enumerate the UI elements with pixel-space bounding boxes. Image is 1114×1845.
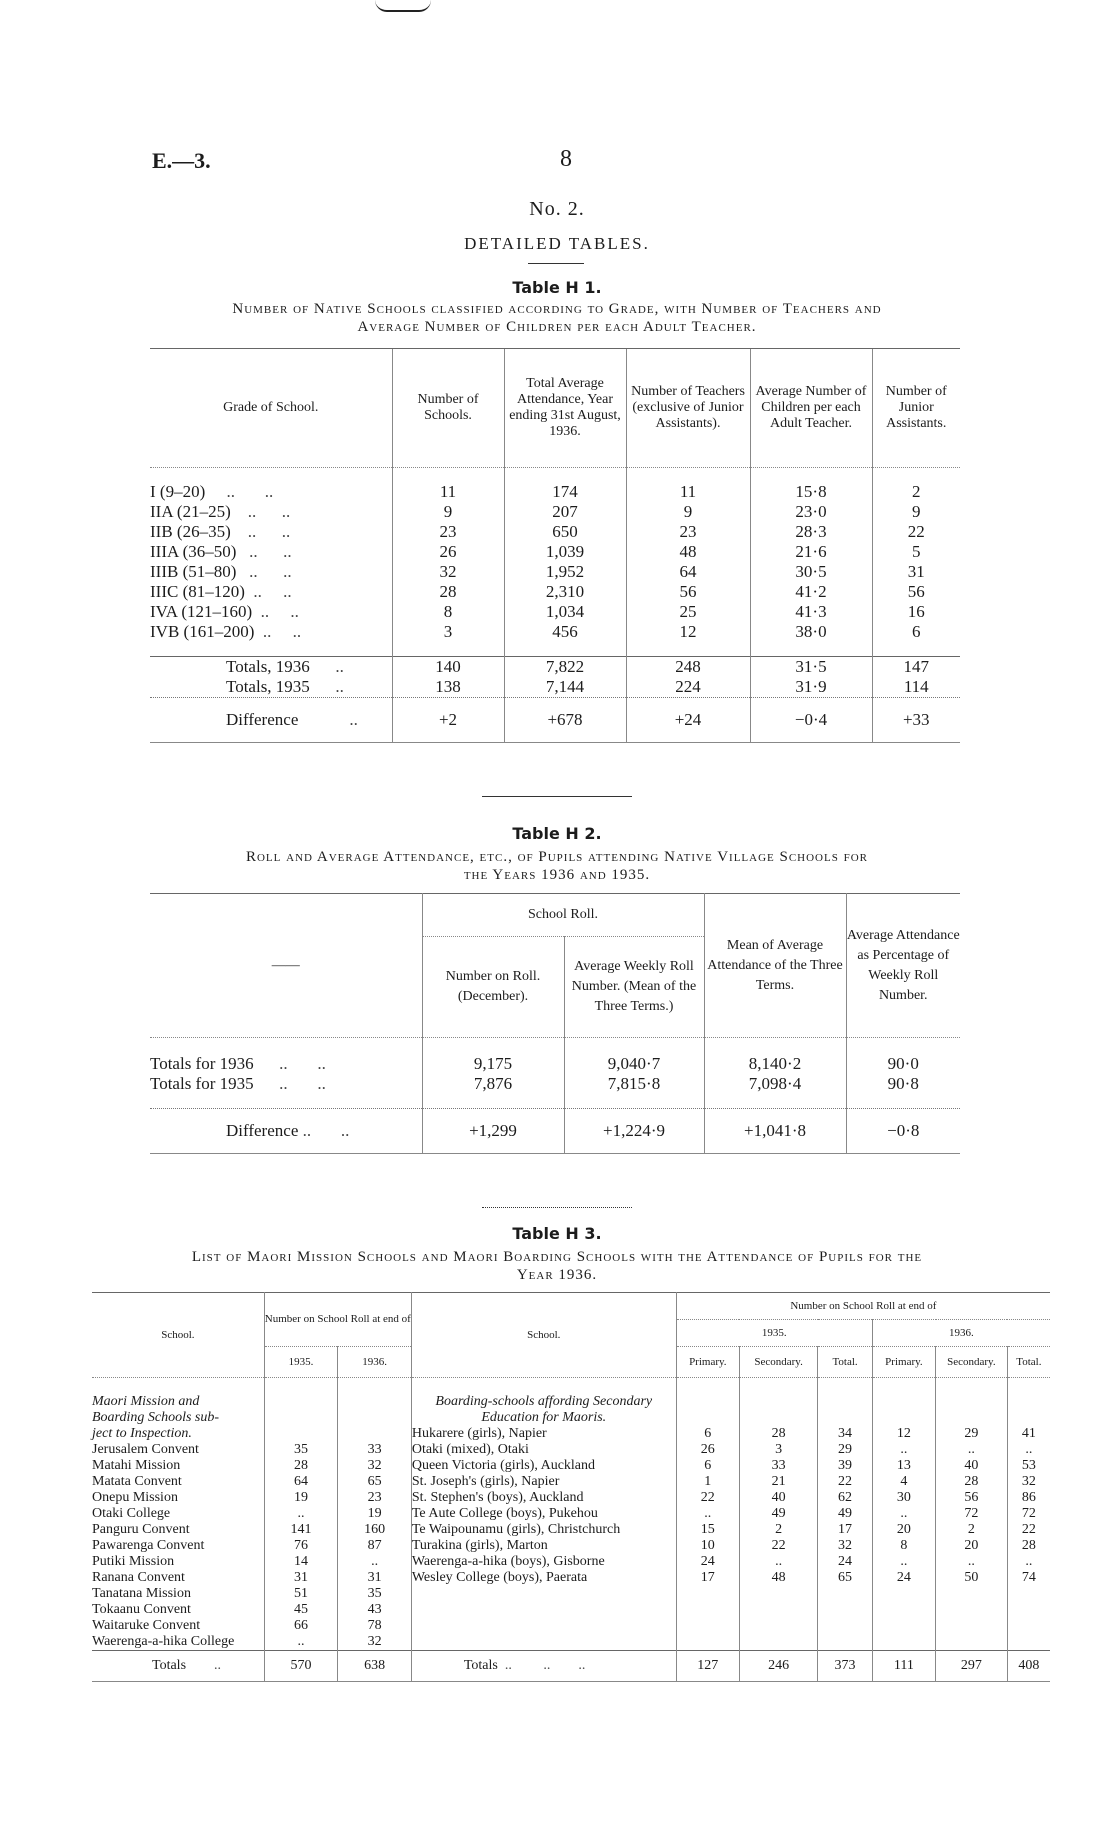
table-row: Waerenga-a-hika College .. 32	[92, 1634, 1050, 1651]
section-divider	[482, 796, 632, 797]
table-h1-title: Table H 1.	[512, 278, 602, 297]
totals-row: Totals, 1936 .. 140 7,822 248 31·5 147	[150, 657, 960, 678]
top-bracket-mark	[375, 0, 431, 12]
title-divider	[528, 263, 584, 264]
table-row: Panguru Convent 141 160 Te Waipounamu (girls), Christchurch 15 2 17 20 2 22	[92, 1522, 1050, 1538]
table-h1-caption-line2: Average Number of Children per each Adult Teacher.	[357, 319, 757, 335]
school-roll-group-header: School Roll.	[422, 894, 704, 937]
col-header: Number of Junior Assistants.	[872, 349, 960, 468]
table-h2-title: Table H 2.	[512, 824, 602, 843]
col-header-1935: 1935.	[676, 1320, 872, 1347]
col-header-primary: Primary.	[676, 1347, 739, 1378]
col-header: Mean of Average Attendance of the Three Terms.	[704, 894, 846, 1038]
table-row: IIIC (81–120) .. .. 28 2,310 56 41·2 56	[150, 582, 960, 602]
col-header-secondary: Secondary.	[739, 1347, 817, 1378]
table-row: IIA (21–25) .. .. 9 207 9 23·0 9	[150, 502, 960, 522]
left-section-heading: Maori Mission and	[92, 1394, 200, 1409]
table-row: Totals for 1935 .. .. 7,876 7,815·8 7,098·4 90·8	[150, 1074, 960, 1109]
col-header: Number of Teachers (exclusive of Junior Assistants).	[626, 349, 750, 468]
table-row: Tanatana Mission 51 35	[92, 1586, 1050, 1602]
col-header: Total Average Attendance, Year ending 31st August, 1936.	[504, 349, 626, 468]
table-h1	[150, 348, 960, 743]
table-row: Onepu Mission 19 23 St. Stephen's (boys), Auckland 22 40 62 30 56 86	[92, 1490, 1050, 1506]
table-row: IIIA (36–50) .. .. 26 1,039 48 21·6 5	[150, 542, 960, 562]
section-number: No. 2.	[529, 198, 585, 220]
col-header-1936: 1936.	[872, 1320, 1050, 1347]
table-row: Tokaanu Convent 45 43	[92, 1602, 1050, 1618]
col-header-total: Total.	[1007, 1347, 1050, 1378]
table-h2-caption-line1: Roll and Average Attendance, etc., of Pupils attending Native Village Schools for	[245, 849, 868, 865]
table-row: Matata Convent 64 65 St. Joseph's (girls), Napier 1 21 22 4 28 32	[92, 1474, 1050, 1490]
col-header-secondary: Secondary.	[936, 1347, 1008, 1378]
difference-row: Difference .. .. +1,299 +1,224·9 +1,041·8 −0·8	[150, 1109, 960, 1154]
col-header: Grade of School.	[150, 349, 392, 468]
col-header: Number of Schools.	[392, 349, 504, 468]
table-row: IIB (26–35) .. .. 23 650 23 28·3 22	[150, 522, 960, 542]
page-number: 8	[560, 146, 572, 172]
col-header-primary: Primary.	[872, 1347, 935, 1378]
blank-header: ——	[271, 957, 300, 973]
table-h2-caption-line2: the Years 1936 and 1935.	[463, 867, 651, 883]
left-section-heading: Boarding Schools sub-	[92, 1410, 220, 1425]
col-header: Average Number of Children per each Adult Teacher.	[750, 349, 872, 468]
table-row: Putiki Mission 14 .. Waerenga-a-hika (boys), Gisborne 24 .. 24 .. .. ..	[92, 1554, 1050, 1570]
table-h2	[150, 893, 960, 1154]
table-row: IIIB (51–80) .. .. 32 1,952 64 30·5 31	[150, 562, 960, 582]
document-reference: E.—3.	[152, 148, 211, 173]
table-row: Waitaruke Convent 66 78	[92, 1618, 1050, 1634]
col-header-roll-full: Number on School Roll at end of	[676, 1293, 1050, 1320]
col-header: Average Attendance as Percentage of Weekly Roll Number.	[846, 894, 960, 1038]
right-section-heading: Boarding-schools affording Secondary	[411, 1394, 676, 1410]
table-row: I (9–20) .. .. 11 174 11 15·8 2	[150, 482, 960, 502]
section-divider	[482, 1207, 632, 1208]
table-row: IVA (121–160) .. .. 8 1,034 25 41·3 16	[150, 602, 960, 622]
col-header-1936: 1936.	[338, 1347, 412, 1378]
table-row: ject to Inspection. Hukarere (girls), Napier 6 28 34 12 29 41	[92, 1426, 1050, 1442]
right-section-heading: Education for Maoris.	[411, 1410, 676, 1426]
table-h1-caption-line1: Number of Native Schools classified according to Grade, with Number of Teachers and	[232, 301, 882, 317]
table-row: Ranana Convent 31 31 Wesley College (boys), Paerata 17 48 65 24 50 74	[92, 1570, 1050, 1586]
section-title: DETAILED TABLES.	[464, 234, 650, 253]
table-row: Totals for 1936 .. .. 9,175 9,040·7 8,140·2 90·0	[150, 1038, 960, 1075]
table-row: IVB (161–200) .. .. 3 456 12 38·0 6	[150, 622, 960, 642]
totals-row: Totals, 1935 .. 138 7,144 224 31·9 114	[150, 677, 960, 698]
table-row: Matahi Mission 28 32 Queen Victoria (girls), Auckland 6 33 39 13 40 53	[92, 1458, 1050, 1474]
difference-row: Difference .. +2 +678 +24 −0·4 +33	[150, 698, 960, 743]
col-header-1935: 1935.	[264, 1347, 338, 1378]
table-h3-caption-line2: Year 1936.	[516, 1267, 598, 1283]
table-h3	[92, 1292, 1050, 1682]
table-row: Otaki College .. 19 Te Aute College (boys), Pukehou .. 49 49 .. 72 72	[92, 1506, 1050, 1522]
col-header: Number on Roll. (December).	[422, 937, 564, 1038]
col-header-school: School.	[161, 1328, 195, 1341]
col-header-roll: Number on School Roll at end of	[264, 1293, 411, 1347]
col-header: Average Weekly Roll Number. (Mean of the Three Terms.)	[564, 937, 704, 1038]
table-row: Pawarenga Convent 76 87 Turakina (girls), Marton 10 22 32 8 20 28	[92, 1538, 1050, 1554]
totals-row: Totals .. 570 638 Totals .. .. .. 127 246 373 111 297 408	[92, 1651, 1050, 1682]
table-h3-caption-line1: List of Maori Mission Schools and Maori Boarding Schools with the Attendance of Pupils for the	[191, 1249, 923, 1265]
col-header-school: School.	[411, 1293, 676, 1378]
table-h3-title: Table H 3.	[512, 1224, 602, 1243]
col-header-total: Total.	[818, 1347, 873, 1378]
table-row: Jerusalem Convent 35 33 Otaki (mixed), Otaki 26 3 29 .. .. ..	[92, 1442, 1050, 1458]
table-h1-header-row	[150, 349, 960, 468]
